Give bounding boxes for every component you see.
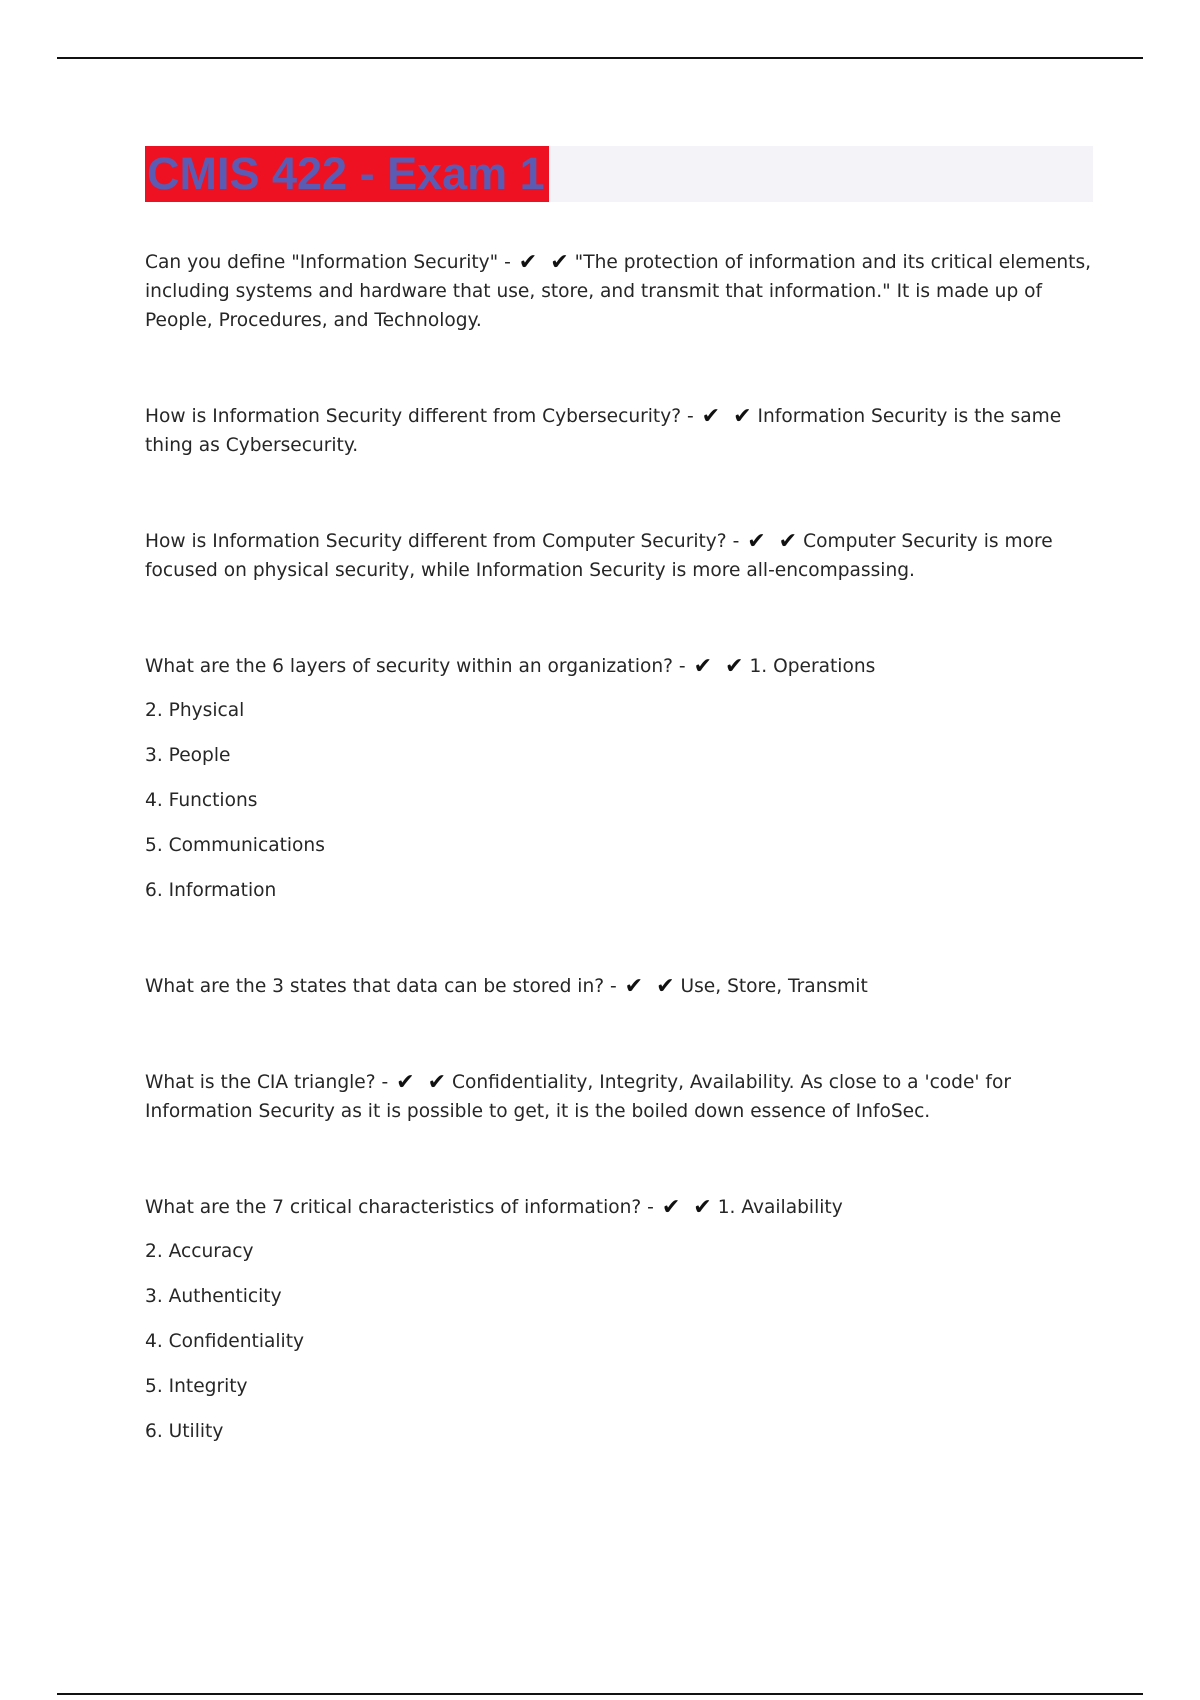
- qa-item: [145, 248, 1095, 335]
- qa-line: [145, 402, 1095, 460]
- list-item: 4. Functions: [145, 790, 258, 811]
- qa-content: [145, 248, 1095, 1446]
- list-item: 4. Confidentiality: [145, 1331, 305, 1352]
- list-item: 3. Authenticity: [145, 1286, 282, 1307]
- list-item: 5. Communications: [145, 835, 325, 856]
- page-title: CMIS 422 - Exam 1: [147, 148, 545, 199]
- qa-line: [145, 972, 1095, 1001]
- qa-item: [145, 652, 1095, 905]
- qa-line: [145, 1193, 1095, 1222]
- double-check-icon: ✔ ✔: [661, 1195, 715, 1220]
- question-text: What are the 3 states that data can be stored in? -: [145, 976, 617, 997]
- question-text: What are the 6 layers of security within an organization? -: [145, 656, 686, 677]
- title-highlight: [145, 146, 549, 202]
- double-check-icon: ✔ ✔: [396, 1070, 450, 1095]
- qa-line: [145, 248, 1095, 335]
- double-check-icon: ✔ ✔: [624, 974, 678, 999]
- question-text: How is Information Security different from Cybersecurity? -: [145, 406, 694, 427]
- question-text: What are the 7 critical characteristics of information? -: [145, 1197, 654, 1218]
- qa-item: [145, 1193, 1095, 1446]
- answer-text: "The protection of information and its critical elements, including systems and hardware that use, store, and transmit that information." It is made up of People, Procedures, and Technology.: [145, 252, 1092, 331]
- answer-text: Confidentiality, Integrity, Availability. As close to a 'code' for Information Security as it is possible to get, it is the boiled down essence of InfoSec.: [145, 1072, 1011, 1122]
- list-item: 6. Information: [145, 880, 277, 901]
- list-item: 2. Accuracy: [145, 1241, 254, 1262]
- list-item: 3. People: [145, 745, 231, 766]
- answer-text: 1. Availability: [717, 1197, 843, 1218]
- qa-item: [145, 972, 1095, 1001]
- answer-text: Use, Store, Transmit: [680, 976, 868, 997]
- question-text: Can you define "Information Security" -: [145, 252, 511, 273]
- list-item: 6. Utility: [145, 1421, 224, 1442]
- question-text: How is Information Security different from Computer Security? -: [145, 531, 740, 552]
- qa-line: [145, 1068, 1095, 1126]
- qa-item: [145, 1068, 1095, 1126]
- answer-text: 1. Operations: [749, 656, 876, 677]
- double-check-icon: ✔ ✔: [701, 404, 755, 429]
- header-rule: [57, 57, 1143, 59]
- qa-line: [145, 652, 1095, 681]
- list-item: 2. Physical: [145, 700, 245, 721]
- answer-text: Information Security is the same thing as Cybersecurity.: [145, 406, 1062, 456]
- qa-item: [145, 527, 1095, 585]
- qa-item: [145, 402, 1095, 460]
- question-text: What is the CIA triangle? -: [145, 1072, 389, 1093]
- double-check-icon: ✔ ✔: [693, 654, 747, 679]
- qa-line: [145, 527, 1095, 585]
- double-check-icon: ✔ ✔: [747, 529, 801, 554]
- footer-rule: [57, 1693, 1143, 1695]
- list-item: 5. Integrity: [145, 1376, 248, 1397]
- title-band: [145, 146, 1093, 202]
- double-check-icon: ✔ ✔: [518, 250, 572, 275]
- answer-text: Computer Security is more focused on physical security, while Information Security is more all-encompassing.: [145, 531, 1053, 581]
